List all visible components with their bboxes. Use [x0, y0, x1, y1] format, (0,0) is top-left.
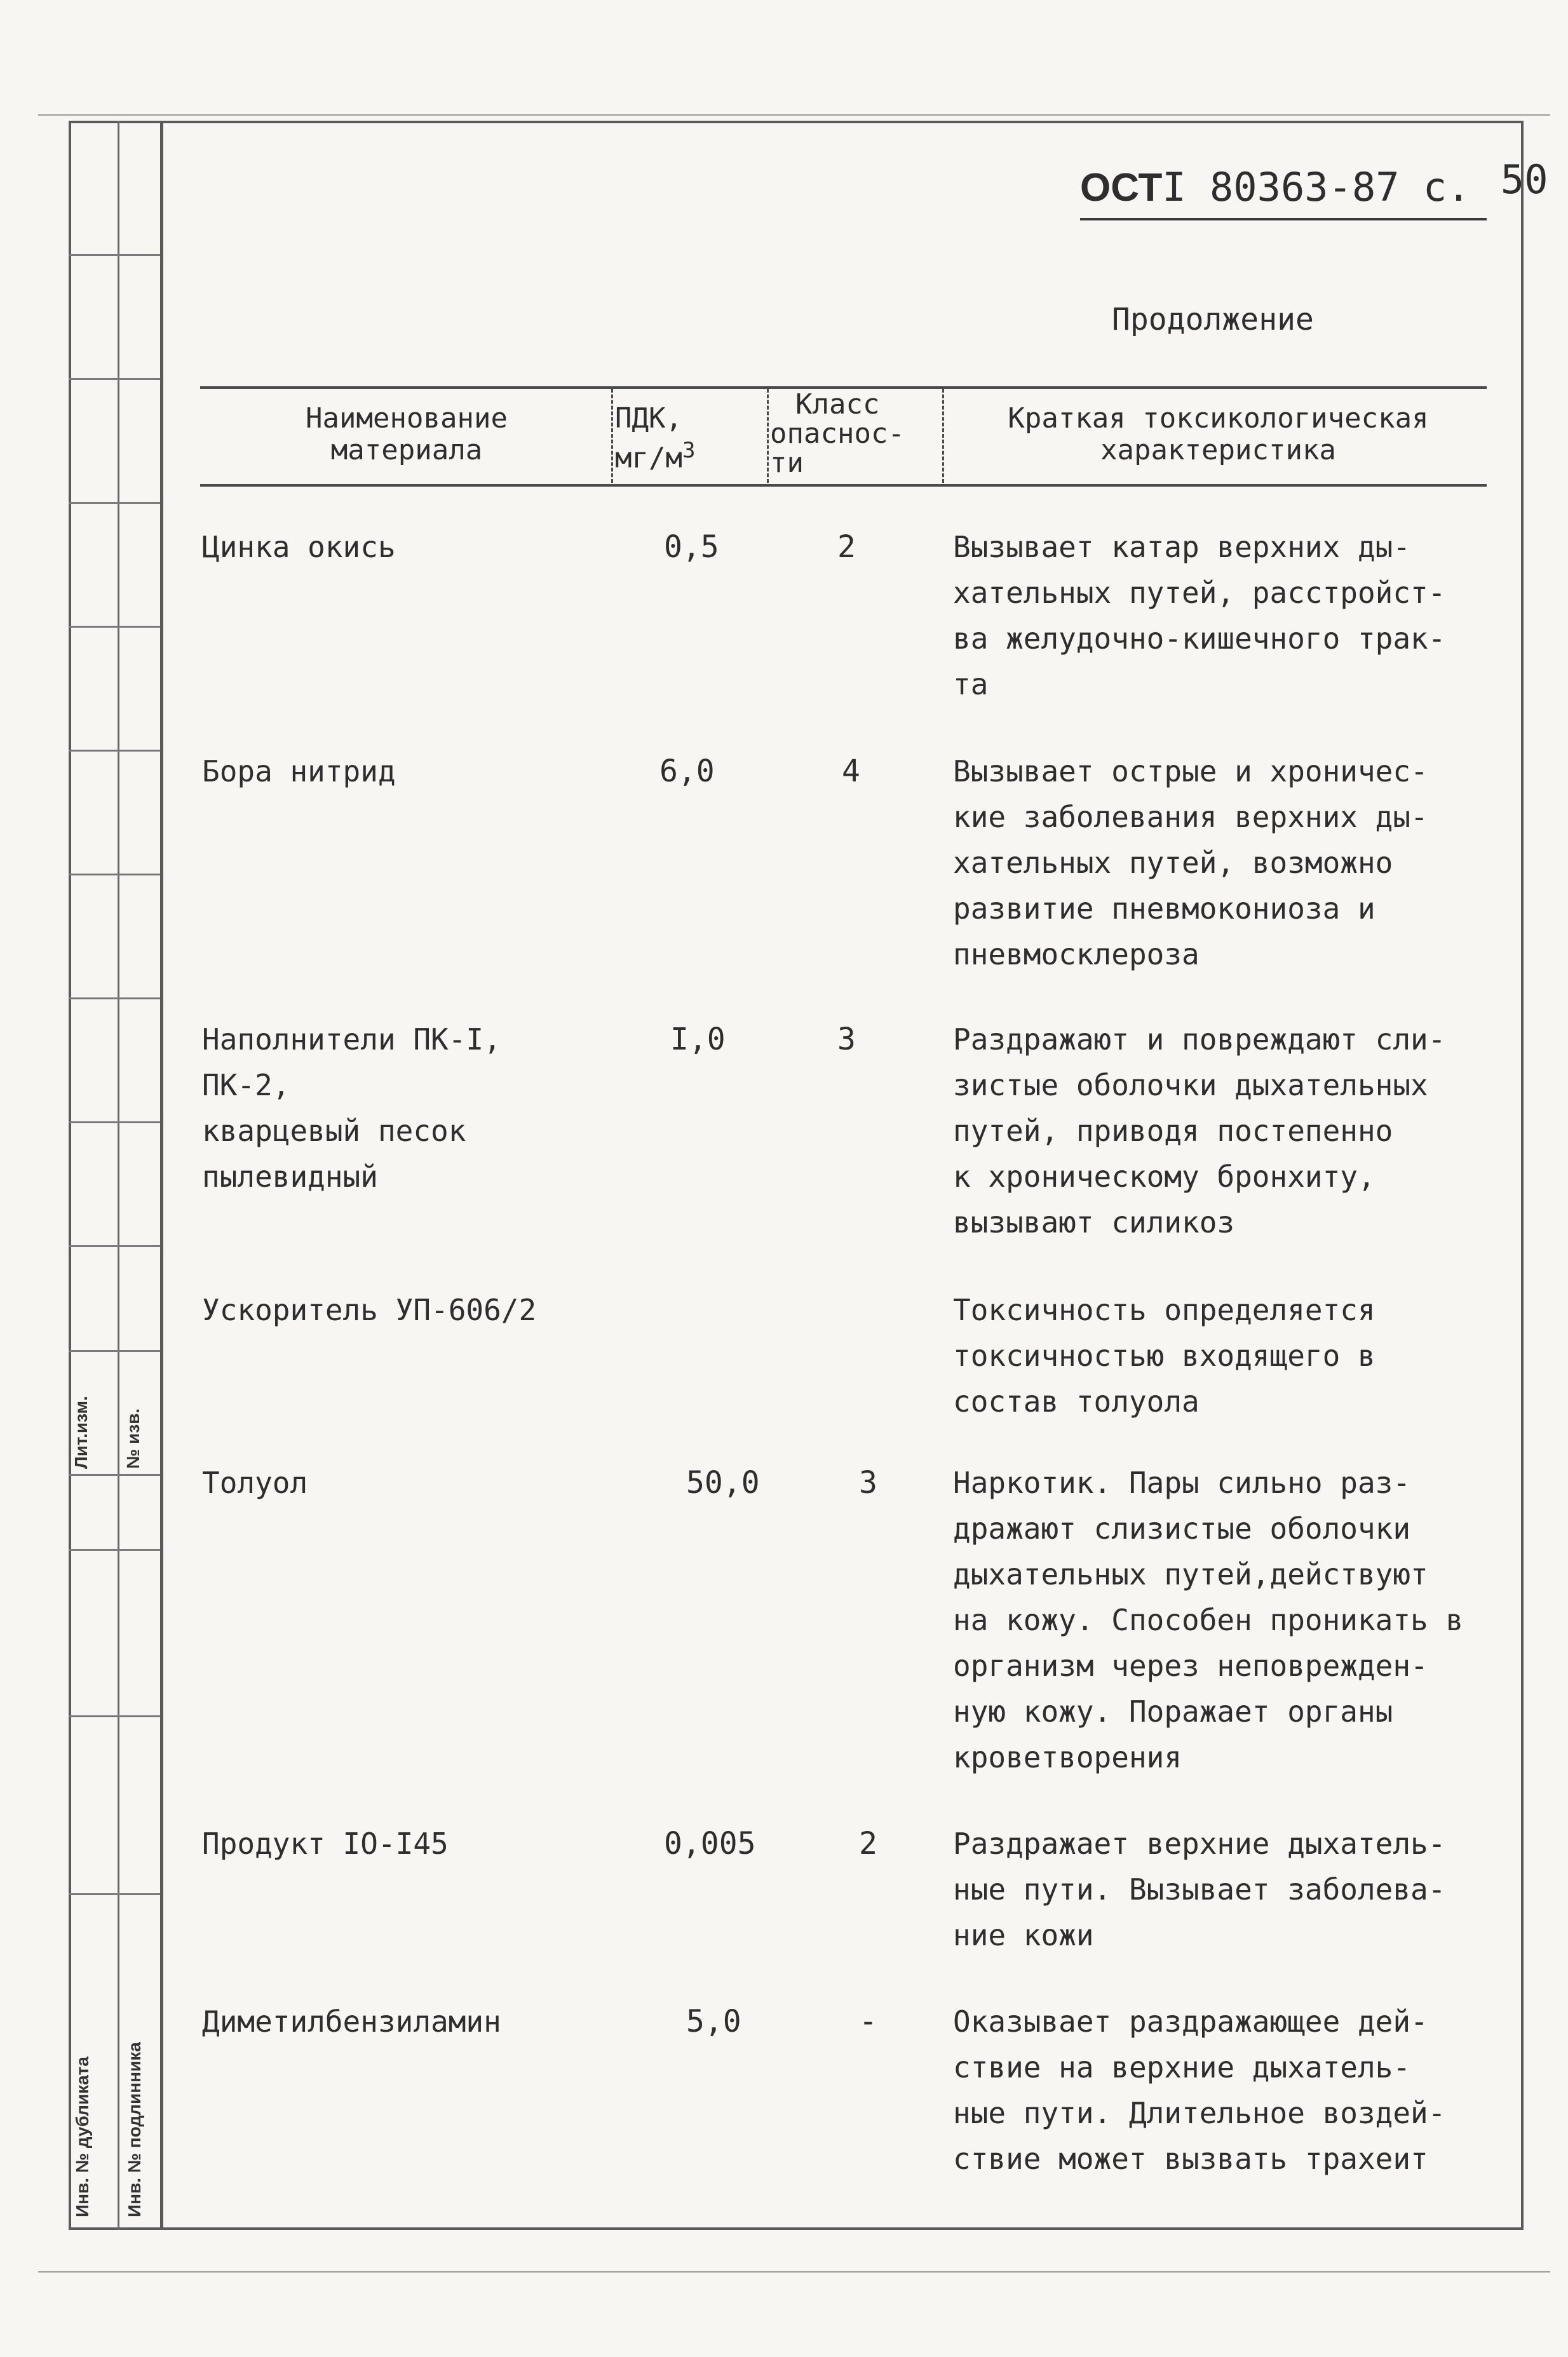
toxicology-text: Вызывает острые и хроничес- кие заболевания верхних ды- хательных путей, возможно развитие пневмокониоза и пневмосклероза: [953, 754, 1428, 971]
pdk-value: 50,0: [686, 1465, 760, 1501]
material-name: Бора нитрид: [202, 754, 396, 788]
toxicology-text: Наркотик. Пары сильно раз- дражают слизистые оболочки дыхательных путей,действуют на кожу. Способен проникать в организм через неповрежден- ную кожу. Поражает органы кроветворения: [953, 1466, 1464, 1774]
sidebar-lit-izm-label: Лит.изм.: [71, 1396, 91, 1469]
pdk-value: 5,0: [686, 2004, 741, 2039]
material-name: Ускоритель УП-606/2: [202, 1293, 537, 1327]
sidebar-line: [69, 1715, 160, 1717]
sidebar-line: [69, 626, 160, 628]
sidebar-divider: [118, 121, 119, 2230]
document-number: I 80363-87 с.: [1162, 164, 1471, 210]
toxicology-text: Оказывает раздражающее дей- ствие на верхние дыхатель- ные пути. Длительное воздей- ствие может вызвать трахеит: [953, 2004, 1446, 2176]
document-code: [1080, 156, 1548, 210]
hazard-class: 3: [837, 1022, 856, 1057]
sidebar-line: [69, 997, 160, 999]
bottom-edge-line: [38, 2271, 1550, 2273]
sidebar-inv-dubl-label: Инв. № дубликата: [72, 2056, 92, 2217]
toxicology-text: Вызывает катар верхних ды- хательных путей, расстройст- ва желудочно-кишечного трак- та: [953, 530, 1446, 701]
sidebar-no-izv-label: № изв.: [123, 1408, 143, 1469]
sidebar-line: [69, 750, 160, 752]
column-header-pdk: ПДК, $мг/м^3$: [615, 402, 696, 475]
sidebar-line: [69, 1549, 160, 1551]
hazard-class: 4: [842, 753, 860, 789]
sidebar-line: [69, 502, 160, 504]
column-header-class: Класс опаснос- ти: [770, 388, 905, 479]
toxicology-text: Раздражают и повреждают сли- зистые оболочки дыхательных путей, приводя постепенно к хроническому бронхиту, вызывают силикоз: [953, 1022, 1446, 1239]
pdk-value: I,0: [670, 1022, 726, 1057]
column-divider: [942, 389, 944, 483]
document-code-underline: [1080, 218, 1487, 220]
sidebar-line: [69, 1893, 160, 1895]
column-divider: [767, 389, 769, 483]
pdk-value: 6,0: [659, 753, 715, 789]
material-name: Толуол: [202, 1466, 308, 1500]
toxicology-text: Раздражает верхние дыхатель- ные пути. Вызывает заболева- ние кожи: [953, 1827, 1446, 1952]
sidebar-line: [69, 378, 160, 380]
pdk-value: 0,5: [664, 529, 719, 565]
table-header-bottom-rule: [200, 484, 1487, 487]
document-standard: ОСТ: [1080, 166, 1163, 210]
sidebar-line: [69, 1350, 160, 1352]
material-name: Продукт IO-I45: [202, 1827, 449, 1861]
top-edge-line: [38, 114, 1550, 116]
continuation-label: Продолжение: [1112, 302, 1314, 337]
sidebar-line: [69, 1245, 160, 1247]
sidebar-line: [69, 1474, 160, 1476]
pdk-value: 0,005: [664, 1826, 756, 1861]
sidebar-line: [69, 874, 160, 875]
sidebar-inv-podl-label: Инв. № подлинника: [125, 2042, 144, 2217]
hazard-class: 3: [859, 1465, 877, 1501]
hazard-class: 2: [859, 1826, 877, 1861]
column-divider: [611, 389, 613, 483]
material-name: Диметилбензиламин: [202, 2004, 501, 2039]
column-header-characteristic: Краткая токсикологическая характеристика: [1008, 402, 1429, 466]
page-number: 50: [1500, 156, 1548, 203]
material-name: Наполнители ПК-I, ПК-2, кварцевый песок пылевидный: [202, 1022, 501, 1194]
toxicology-text: Токсичность определяется токсичностью входящего в состав толуола: [953, 1293, 1375, 1419]
hazard-class: -: [859, 2004, 877, 2039]
material-name: Цинка окись: [202, 530, 396, 564]
sidebar-line: [69, 254, 160, 256]
sidebar-line: [69, 1121, 160, 1123]
column-header-name: Наименование материала: [306, 402, 508, 466]
hazard-class: 2: [837, 529, 856, 565]
